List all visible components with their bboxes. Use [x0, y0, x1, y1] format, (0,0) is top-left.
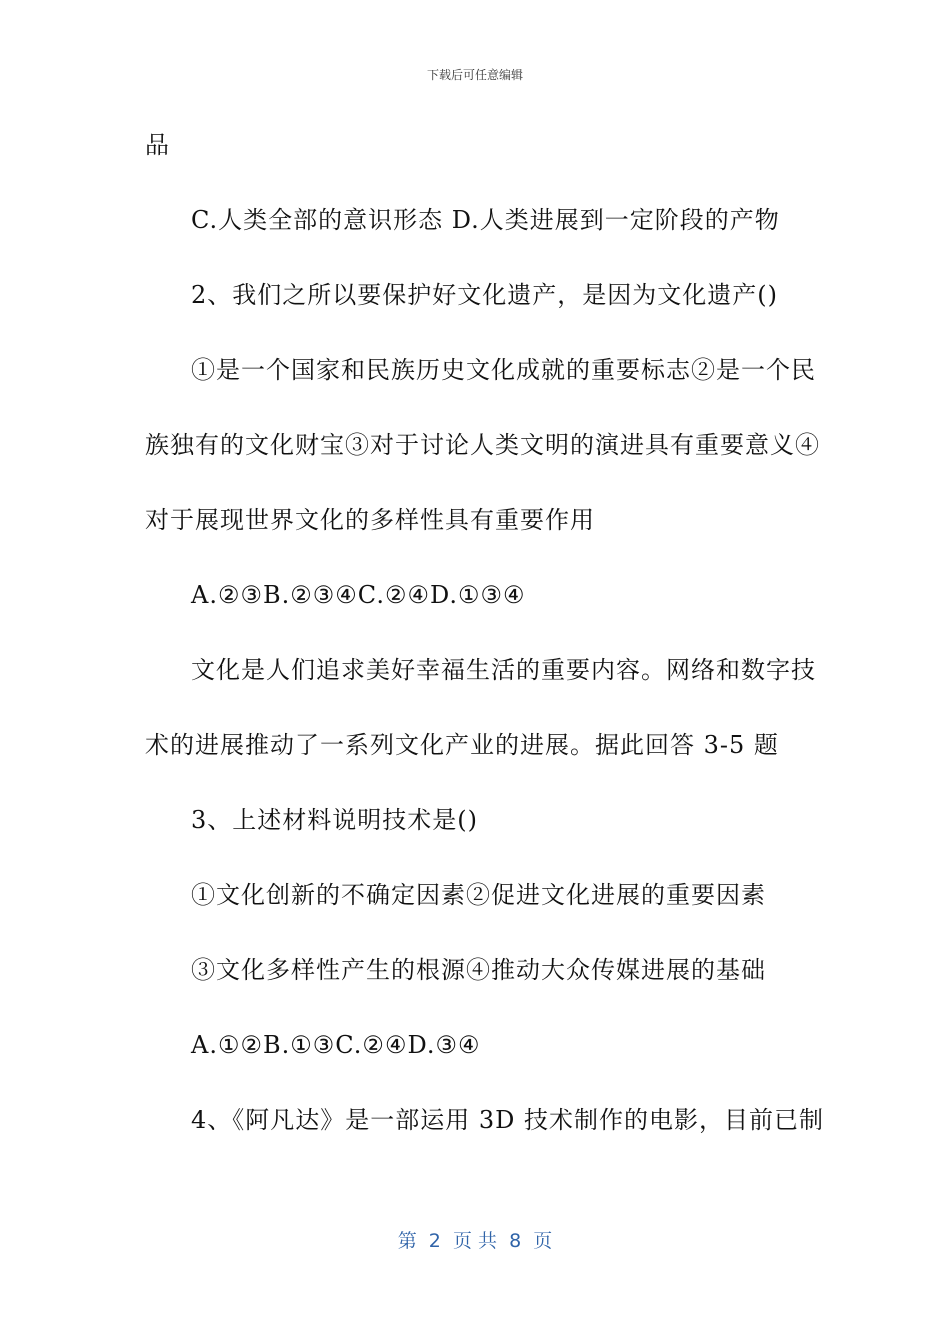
text-line: 术的进展推动了一系列文化产业的进展。据此回答 3-5 题 [145, 731, 779, 759]
text-line: 对于展现世界文化的多样性具有重要作用 [145, 506, 595, 534]
question-2: 2、我们之所以要保护好文化遗产，是因为文化遗产() [191, 281, 778, 309]
question-4: 4、《阿凡达》是一部运用 3D 技术制作的电影，目前已制 [191, 1106, 825, 1134]
page-number: 第 2 页 共 8 页 [397, 1230, 553, 1252]
download-note: 下载后可任意编辑 [426, 68, 523, 82]
text-line: 文化是人们追求美好幸福生活的重要内容。网络和数字技 [191, 656, 816, 684]
text-line: 族独有的文化财宝③对于讨论人类文明的演进具有重要意义④ [145, 431, 820, 459]
answer-options: A.②③B.②③④C.②④D.①③④ [191, 581, 526, 609]
text-line: ③文化多样性产生的根源④推动大众传媒进展的基础 [191, 956, 766, 984]
text-line: ①文化创新的不确定因素②促进文化进展的重要因素 [191, 881, 766, 909]
text-line: C.人类全部的意识形态 D.人类进展到一定阶段的产物 [191, 206, 780, 234]
question-3: 3、上述材料说明技术是() [191, 806, 478, 834]
text-line: 品 [145, 131, 170, 159]
text-line: ①是一个国家和民族历史文化成就的重要标志②是一个民 [191, 356, 816, 384]
answer-options: A.①②B.①③C.②④D.③④ [191, 1031, 481, 1059]
